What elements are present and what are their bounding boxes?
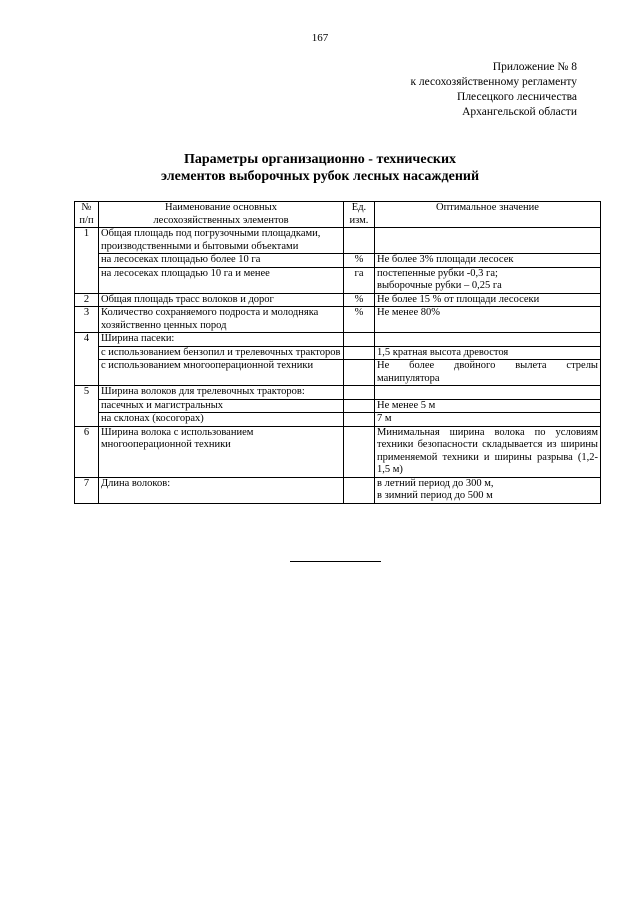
header-name-line: лесохозяйственных элементов [153, 214, 289, 226]
footer-divider [290, 561, 381, 562]
row-value [375, 386, 601, 400]
table-row [75, 293, 601, 307]
appendix-line: Архангельской области [462, 106, 577, 118]
row-value-line: в летний период до 300 м, [377, 477, 494, 489]
parameters-table [74, 201, 601, 504]
row-unit [344, 228, 375, 254]
row-unit: % [344, 293, 375, 307]
row-name: Ширина пасеки: [99, 333, 344, 347]
header-num-line: № [81, 202, 92, 213]
row-name: Количество сохраняемого подроста и молодняка хозяйственно ценных пород [99, 307, 344, 333]
header-unit-line: изм. [349, 214, 369, 226]
table-row [75, 477, 601, 503]
appendix-line: Плесецкого лесничества [457, 91, 577, 103]
row-unit: % [344, 307, 375, 333]
table-row [75, 254, 601, 268]
row-value-line: выборочные рубки – 0,25 га [377, 280, 502, 291]
appendix-line: к лесохозяйственному регламенту [410, 76, 577, 88]
row-name: Ширина волока с использованием многооперационной техники [99, 426, 344, 477]
table-row [75, 360, 601, 386]
row-unit [344, 386, 375, 400]
row-num: 1 [75, 228, 99, 294]
row-name: с использованием многооперационной техники [99, 360, 344, 386]
row-unit: % [344, 254, 375, 268]
table-row [75, 346, 601, 360]
table-row [75, 386, 601, 400]
row-value-line: Не более двойного вылета стрелы [377, 360, 598, 371]
row-name: Ширина волоков для трелевочных тракторов: [99, 386, 344, 400]
row-num: 5 [75, 386, 99, 427]
row-num: 3 [75, 307, 99, 333]
header-num [75, 202, 99, 228]
row-value-line: постепенные рубки -0,3 га; [377, 267, 498, 279]
row-name: на лесосеках площадью 10 га и менее [99, 267, 344, 293]
table-row [75, 399, 601, 413]
page-number: 167 [311, 32, 329, 44]
header-num-line: п/п [79, 214, 94, 226]
row-num: 2 [75, 293, 99, 307]
header-name-line: Наименование основных [165, 202, 277, 213]
row-name: на склонах (косогорах) [99, 413, 344, 427]
row-unit [344, 399, 375, 413]
row-name: пасечных и магистральных [99, 399, 344, 413]
row-value-line: манипулятора [377, 372, 440, 384]
row-value: 1,5 кратная высота древостоя [375, 346, 601, 360]
row-unit [344, 360, 375, 386]
row-value: Не более 15 % от площади лесосеки [375, 293, 601, 307]
row-name: на лесосеках площадью более 10 га [99, 254, 344, 268]
table-row [75, 426, 601, 477]
row-value [375, 360, 601, 386]
row-value [375, 477, 601, 503]
row-unit [344, 413, 375, 427]
header-name [99, 202, 344, 228]
row-unit [344, 477, 375, 503]
row-unit [344, 346, 375, 360]
table-row [75, 228, 601, 254]
row-value: 7 м [375, 413, 601, 427]
row-unit [344, 333, 375, 347]
title-line: элементов выборочных рубок лесных насаждений [160, 169, 480, 184]
appendix-line: Приложение № 8 [492, 61, 577, 73]
row-value: Не менее 80% [375, 307, 601, 333]
row-name: Общая площадь трасс волоков и дорог [99, 293, 344, 307]
row-value [375, 333, 601, 347]
row-num: 4 [75, 333, 99, 386]
row-unit: га [344, 267, 375, 293]
row-unit [344, 426, 375, 477]
row-value: Не менее 5 м [375, 399, 601, 413]
row-num: 6 [75, 426, 99, 477]
table-row [75, 413, 601, 427]
row-value: Не более 3% площади лесосек [375, 254, 601, 268]
table-row [75, 307, 601, 333]
table-row [75, 333, 601, 347]
row-value [375, 267, 601, 293]
row-value-line: в зимний период до 500 м [377, 490, 493, 501]
row-name: Длина волоков: [99, 477, 344, 503]
header-value: Оптимальное значение [375, 202, 601, 228]
row-name: с использованием бензопил и трелевочных тракторов [99, 346, 344, 360]
table-header-row [75, 202, 601, 228]
title-line: Параметры организационно - технических [183, 152, 457, 167]
header-unit-line: Ед. [351, 202, 367, 213]
row-value: Минимальная ширина волока по условиям техники безопасности складывается из ширины применяемой техники и ширины разрыва (1,2-1,5 м) [375, 426, 601, 477]
document-title [0, 151, 640, 185]
header-unit [344, 202, 375, 228]
row-name: Общая площадь под погрузочными площадками, производственными и бытовыми объектами [99, 228, 344, 254]
table-row [75, 267, 601, 293]
appendix-block [410, 60, 577, 120]
row-value [375, 228, 601, 254]
row-num: 7 [75, 477, 99, 503]
